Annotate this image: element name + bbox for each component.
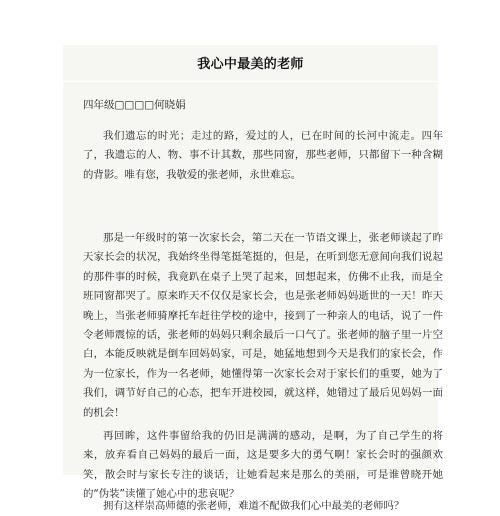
author-line: 四年级□□□□何晓娟 [83,99,186,111]
document-title: 我心中最美的老师 [197,57,304,72]
paragraph: 我们遗忘的时光；走过的路，爱过的人，已在时间的长河中流走。四年了，我遗忘的人、物、事不计其数，那些同窗，那些老师，只都留下一种含糊的背影。唯有您，我敬爱的张老师，永世难忘。 [83,130,443,181]
title-divider [63,81,438,82]
document-body [63,45,443,512]
paragraph: 再回眸，这件事留给我的仍旧是满满的感动，是啊，为了自己学生的将来，放弃看自己妈妈的最后一面，这是要多大的勇气啊！家长会时的强颜欢笑，散会时与家长专注的谈话，让她看起来是那么的美丽，可是谁曾晓开她的“伪装”读懂了她心中的悲哀呢？ [83,430,443,501]
paragraph: 拥有这样崇高师德的张老师，难道不配做我们心中最美的老师吗？ [103,500,405,512]
paragraph: 那是一年级时的第一次家长会，第二天在一节语文课上，张老师谈起了昨天家长会的状况，我始终坐得笔挺笔挺的，但是，在听到您无意间向我们说起的那件事的时候，我竟趴在桌子上哭了起来，回想起来，仿佛不止我，而是全班同窗都哭了。原来昨天不仅仅是家长会，也是张老师妈妈逝世的一天！昨天晚上，当张老师骑摩托车赶往学校的途中，接到了一种亲人的电话，说了一件令老师震惊的话，张老师的妈妈只剩余最后一口气了。张老师的脑子里一片空白，本能反映就是倒车回妈妈家，可是，她猛地想到今天是我们的家长会，作为一位家长，作为一名老师，她懂得第一次家长会对于家长们的重要，她为了我们，调节好自己的心态，把车开进校园，就这样，她错过了最后见妈妈一面的机会！ [83,232,443,419]
